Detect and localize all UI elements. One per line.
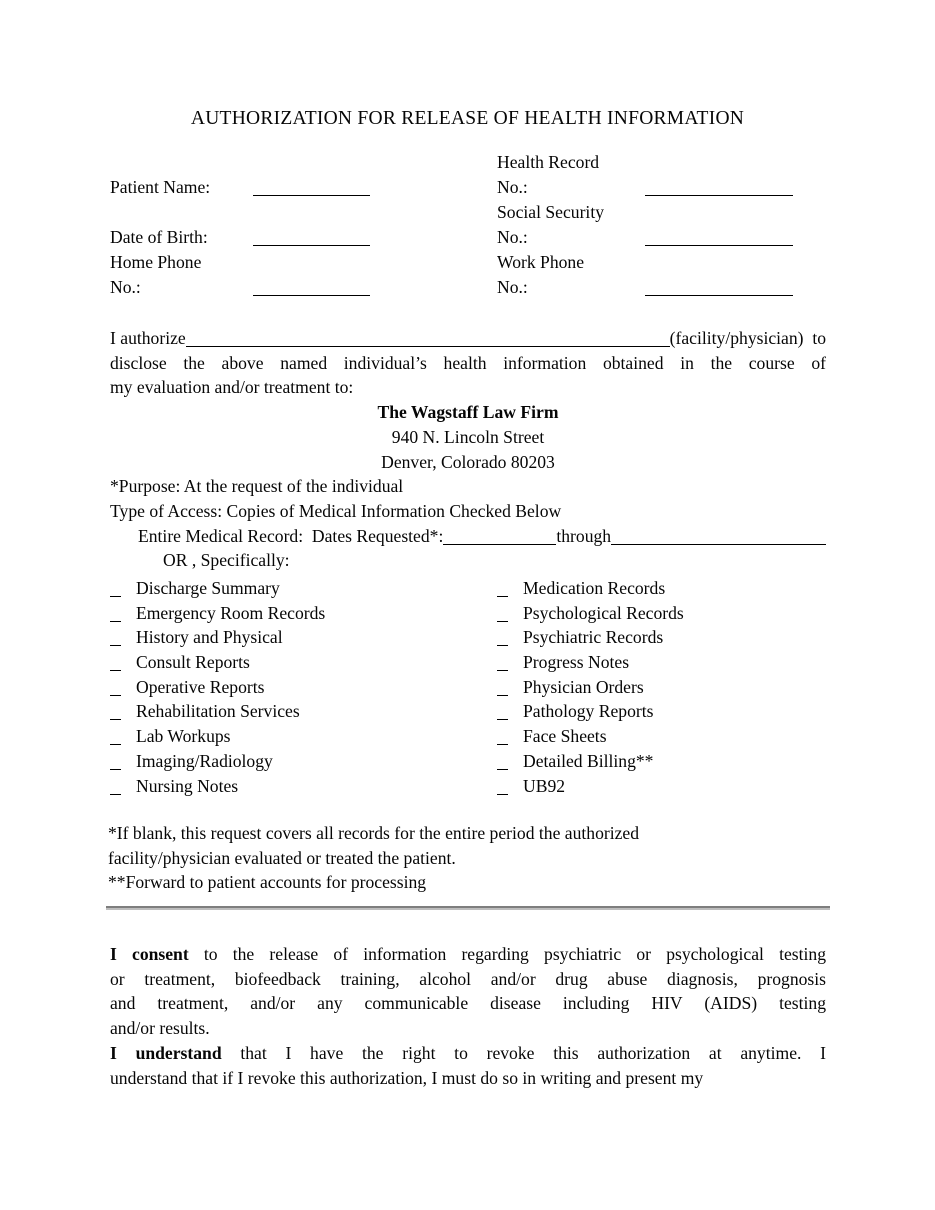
checklist-item-label: Medication Records [523, 578, 666, 598]
entire-record-label: Entire Medical Record: Dates Requested*: [138, 525, 444, 546]
entire-record-line [110, 524, 826, 549]
checklist-item-label: Nursing Notes [136, 775, 239, 796]
understand-lead: I understand [110, 1042, 222, 1063]
checklist-item-label: Rehabilitation Services [136, 701, 300, 722]
access-type-line: Type of Access: Copies of Medical Information Checked Below [110, 500, 562, 521]
patient-info-grid [110, 150, 826, 300]
understand-paragraph [110, 1041, 826, 1090]
authorize-text-line: my evaluation and/or treatment to: [110, 377, 354, 398]
consent-line: and/or results. [110, 1018, 210, 1039]
checklist-item-label: Emergency Room Records [136, 602, 326, 623]
checklist-item-label: Discharge Summary [136, 578, 280, 598]
consent-line-text: to the release of information regarding psychiatric or psychological testing [188, 944, 827, 964]
authorize-text-line: disclose the above named individual’s health information obtained in the course of [110, 352, 826, 373]
understand-line [110, 1041, 826, 1066]
checkbox-blank[interactable] [110, 596, 121, 597]
checklist-item-label: Consult Reports [136, 652, 250, 673]
purpose-line: *Purpose: At the request of the individual [110, 476, 404, 497]
checkbox-blank[interactable] [497, 596, 508, 597]
patient-name-blank[interactable] [253, 195, 370, 196]
facility-physician-blank[interactable] [186, 346, 670, 347]
footnote-line: **Forward to patient accounts for processing [108, 872, 427, 893]
checkbox-blank[interactable] [110, 794, 121, 795]
authorize-prefix: I authorize [110, 328, 186, 348]
checklist-item-label: Detailed Billing** [523, 750, 654, 771]
form-row [110, 200, 826, 225]
consent-line [110, 942, 826, 967]
checkbox-blank[interactable] [497, 670, 508, 671]
checklist-item-label: Operative Reports [136, 676, 265, 697]
checklist-row [110, 724, 826, 749]
or-specifically-line: OR , Specifically: [163, 550, 290, 571]
health-record-no-blank[interactable] [645, 195, 793, 196]
health-record-no-label: No.: [497, 177, 528, 197]
checkbox-blank[interactable] [110, 744, 121, 745]
checklist-item-label: Imaging/Radiology [136, 750, 273, 771]
consent-paragraph [110, 942, 826, 1041]
checkbox-blank[interactable] [497, 645, 508, 646]
work-phone-label: Work Phone [497, 252, 585, 272]
checklist-item-label: Psychological Records [523, 602, 684, 623]
checkbox-blank[interactable] [497, 719, 508, 720]
checklist-item-label: Progress Notes [523, 652, 630, 673]
checklist-item-label: Physician Orders [523, 676, 644, 697]
work-phone-no-label: No.: [497, 277, 528, 297]
footnote-line: *If blank, this request covers all records for the entire period the authorized [108, 823, 640, 843]
checklist-row [110, 774, 826, 799]
form-row [110, 275, 826, 300]
checklist-row [110, 601, 826, 626]
records-checklist [110, 576, 826, 798]
work-phone-no-blank[interactable] [645, 295, 793, 296]
checklist-row [110, 650, 826, 675]
health-record-label: Health Record [497, 152, 600, 172]
dates-from-blank[interactable] [443, 544, 556, 545]
firm-city: Denver, Colorado 80203 [381, 451, 555, 472]
checklist-item-label: Pathology Reports [523, 701, 654, 722]
checklist-item-label: UB92 [523, 775, 566, 796]
date-of-birth-label: Date of Birth: [110, 227, 208, 247]
home-phone-label: Home Phone [110, 252, 202, 272]
checkbox-blank[interactable] [110, 621, 121, 622]
date-of-birth-blank[interactable] [253, 245, 370, 246]
checklist-row [110, 576, 826, 601]
checkbox-blank[interactable] [497, 744, 508, 745]
form-row [110, 175, 826, 200]
checkbox-blank[interactable] [110, 769, 121, 770]
social-security-label: Social Security [497, 202, 605, 222]
checkbox-blank[interactable] [497, 695, 508, 696]
consent-lead: I consent [110, 944, 189, 964]
home-phone-no-label: No.: [110, 277, 141, 297]
checklist-item-label: History and Physical [136, 627, 283, 648]
checklist-item-label: Psychiatric Records [523, 627, 664, 648]
checkbox-blank[interactable] [110, 645, 121, 646]
authorize-suffix: (facility/physician) to [669, 328, 826, 348]
understand-line: understand that if I revoke this authorization, I must do so in writing and present my [110, 1067, 704, 1088]
dates-to-blank[interactable] [611, 544, 826, 545]
form-row [110, 225, 826, 250]
authorize-line [110, 326, 826, 351]
firm-street: 940 N. Lincoln Street [391, 426, 545, 447]
consent-line: or treatment, biofeedback training, alcohol and/or drug abuse diagnosis, prognosis [110, 968, 826, 989]
checklist-item-label: Face Sheets [523, 726, 607, 747]
checkbox-blank[interactable] [110, 695, 121, 696]
page-title: AUTHORIZATION FOR RELEASE OF HEALTH INFORMATION [190, 108, 745, 129]
checkbox-blank[interactable] [497, 621, 508, 622]
checkbox-blank[interactable] [497, 794, 508, 795]
footnotes-section [108, 821, 826, 895]
through-label: through [556, 525, 612, 546]
section-divider [106, 906, 830, 910]
consent-section [110, 942, 826, 1090]
checklist-row [110, 625, 826, 650]
checkbox-blank[interactable] [110, 719, 121, 720]
form-row [110, 150, 826, 175]
authorization-section [110, 326, 826, 573]
footnote-line: facility/physician evaluated or treated the patient. [108, 847, 456, 868]
understand-line-text: that I have the right to revoke this authorization at anytime. I [221, 1042, 826, 1063]
checklist-row [110, 675, 826, 700]
checklist-row [110, 749, 826, 774]
checklist-row [110, 699, 826, 724]
social-security-no-blank[interactable] [645, 245, 793, 246]
social-security-no-label: No.: [497, 227, 528, 247]
patient-name-label: Patient Name: [110, 177, 211, 197]
checkbox-blank[interactable] [497, 769, 508, 770]
home-phone-no-blank[interactable] [253, 295, 370, 296]
checklist-item-label: Lab Workups [136, 726, 231, 747]
checkbox-blank[interactable] [110, 670, 121, 671]
form-row [110, 250, 826, 275]
firm-name: The Wagstaff Law Firm [377, 402, 559, 423]
consent-line: and treatment, and/or any communicable disease including HIV (AIDS) testing [110, 993, 826, 1014]
